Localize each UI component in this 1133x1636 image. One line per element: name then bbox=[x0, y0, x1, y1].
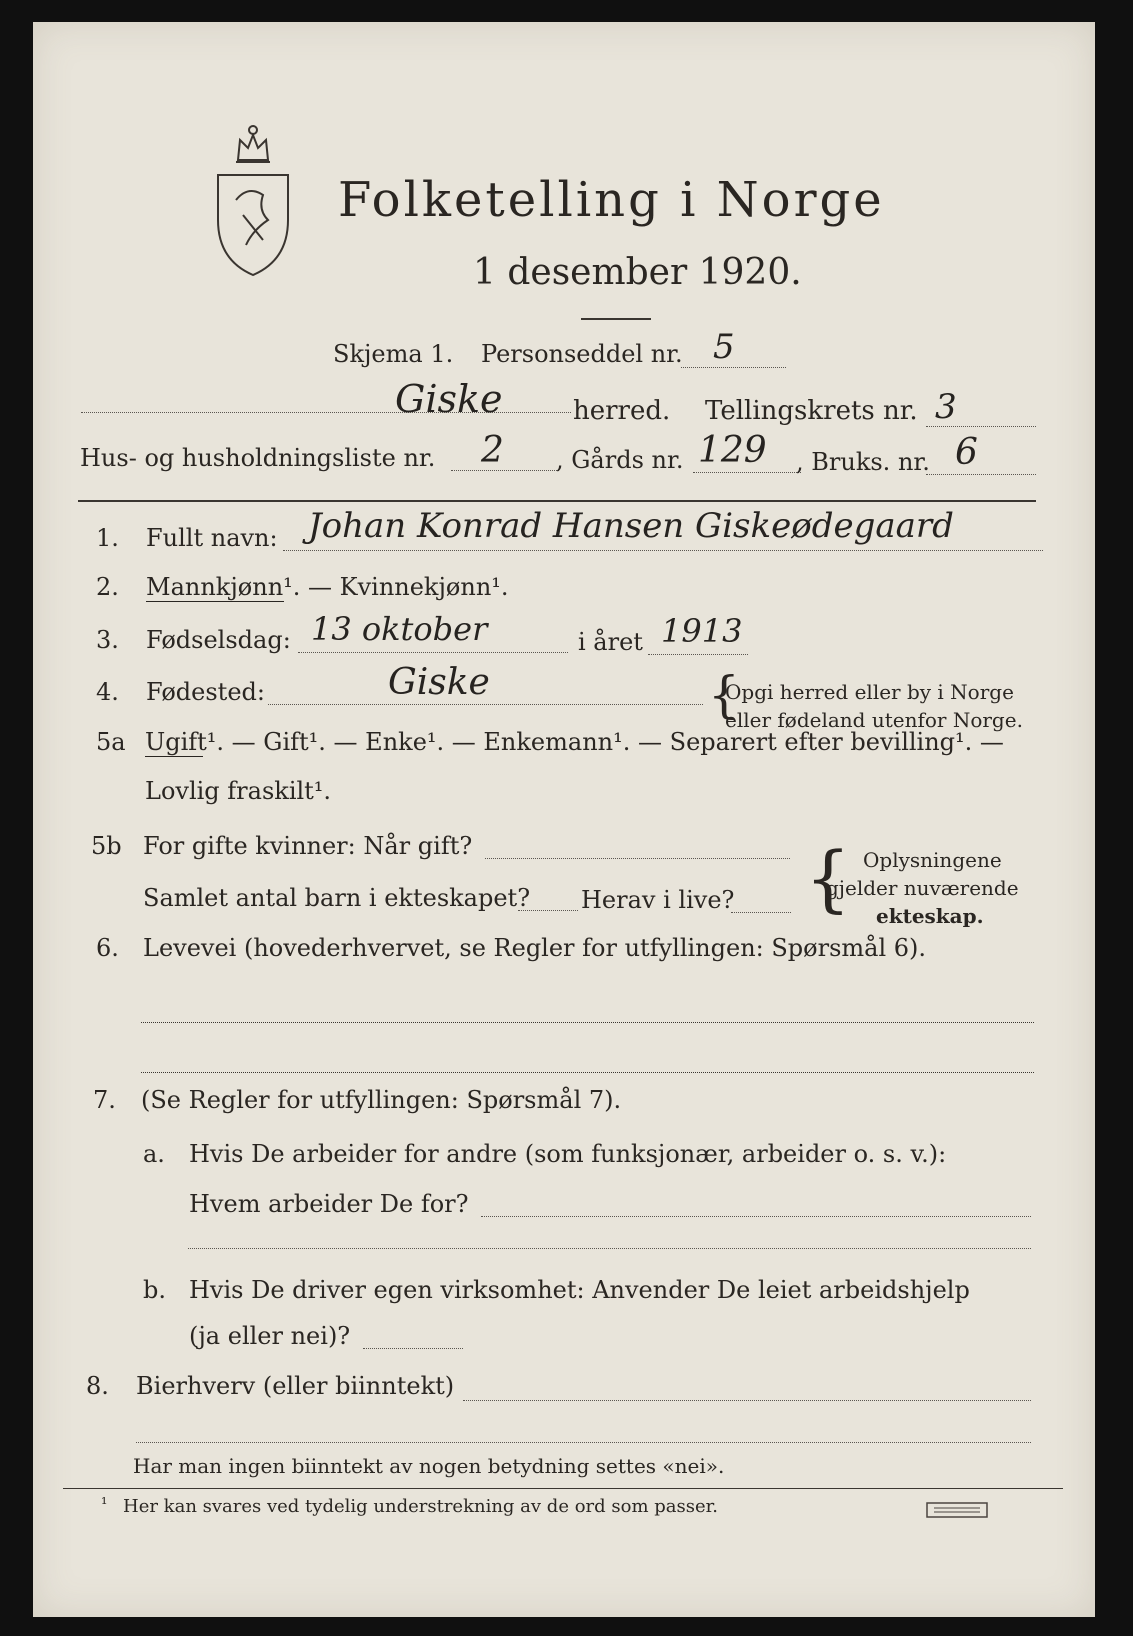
q7-number: 7. bbox=[93, 1086, 116, 1114]
gards-line bbox=[693, 472, 801, 473]
q7a-employer-line bbox=[481, 1216, 1031, 1217]
q5a-number: 5a bbox=[96, 728, 126, 756]
personseddel-label: Personseddel nr. bbox=[481, 340, 683, 368]
q5a-text: Ugift¹. — Gift¹. — Enke¹. — Enkemann¹. — Separert efter bevilling¹. — bbox=[145, 728, 1004, 756]
bruks-value: 6 bbox=[955, 432, 978, 473]
tellingskrets-label: Tellingskrets nr. bbox=[705, 396, 918, 426]
q3-value: 13 oktober bbox=[311, 610, 488, 648]
q6-text: Levevei (hovederhvervet, se Regler for utfyllingen: Spørsmål 6). bbox=[143, 934, 927, 962]
q3-year-line bbox=[648, 654, 748, 655]
footnote-marker: ¹ bbox=[101, 1494, 108, 1513]
footnote-divider bbox=[63, 1488, 1063, 1489]
q7b-letter: b. bbox=[143, 1276, 166, 1304]
header-divider bbox=[78, 500, 1036, 502]
gards-value: 129 bbox=[698, 430, 767, 471]
q3-year-label: i året bbox=[578, 628, 643, 656]
q5b-children-line bbox=[518, 910, 578, 911]
q7-text: (Se Regler for utfyllingen: Spørsmål 7). bbox=[141, 1086, 622, 1114]
q7b-yesno-label: (ja eller nei)? bbox=[189, 1322, 351, 1350]
husholdning-line bbox=[451, 470, 559, 471]
q4-brace: { bbox=[708, 666, 740, 724]
q5b-number: 5b bbox=[91, 832, 122, 860]
q8-line2 bbox=[136, 1442, 1031, 1443]
q5b-alive-label: Herav i live? bbox=[581, 886, 735, 914]
skjema-label: Skjema 1. bbox=[333, 340, 454, 368]
q5b-note-line1: Oplysningene bbox=[863, 848, 1002, 872]
census-form bbox=[33, 22, 1095, 1617]
q1-number: 1. bbox=[96, 524, 119, 552]
footnote-text: Her kan svares ved tydelig understrekning av de ord som passer. bbox=[123, 1496, 718, 1517]
q6-number: 6. bbox=[96, 934, 119, 962]
q5b-alive-line bbox=[731, 912, 791, 913]
q8-text: Bierhverv (eller biinntekt) bbox=[136, 1372, 455, 1400]
q7a-letter: a. bbox=[143, 1140, 165, 1168]
q6-line1 bbox=[141, 1022, 1034, 1023]
q4-line bbox=[268, 704, 703, 705]
q4-value: Giske bbox=[388, 662, 490, 703]
norwegian-lion-shield-icon bbox=[208, 120, 298, 280]
q7b-yesno-line bbox=[363, 1348, 463, 1349]
q3-label: Fødselsdag: bbox=[146, 626, 291, 654]
q8-number: 8. bbox=[86, 1372, 109, 1400]
q5b-note-line2: gjelder nuværende bbox=[826, 876, 1019, 900]
q4-note-line1: Opgi herred eller by i Norge bbox=[725, 680, 1014, 704]
ugift-underline bbox=[145, 756, 203, 757]
personseddel-value: 5 bbox=[713, 327, 735, 367]
q6-line2 bbox=[141, 1072, 1034, 1073]
q3-line bbox=[298, 652, 568, 653]
tellingskrets-value: 3 bbox=[935, 387, 957, 427]
title-divider bbox=[581, 318, 651, 320]
q7a-text: Hvis De arbeider for andre (som funksjonær, arbeider o. s. v.): bbox=[189, 1140, 947, 1168]
q1-value: Johan Konrad Hansen Giskeødegaard bbox=[308, 506, 954, 546]
biinntekt-note: Har man ingen biinntekt av nogen betydning settes «nei». bbox=[133, 1454, 725, 1478]
husholdning-label: Hus- og husholdningsliste nr. bbox=[80, 444, 436, 472]
q3-year-value: 1913 bbox=[661, 612, 743, 650]
q8-line1 bbox=[463, 1400, 1031, 1401]
gards-label: , Gårds nr. bbox=[556, 446, 684, 474]
bruks-label: , Bruks. nr. bbox=[796, 448, 930, 476]
q4-label: Fødested: bbox=[146, 678, 265, 706]
q1-label: Fullt navn: bbox=[146, 524, 278, 552]
q5a-text-line2: Lovlig fraskilt¹. bbox=[145, 777, 332, 805]
census-date: 1 desember 1920. bbox=[473, 252, 802, 293]
mannkjonn-underline bbox=[146, 601, 284, 602]
q3-number: 3. bbox=[96, 626, 119, 654]
herred-label: herred. bbox=[573, 396, 671, 426]
q4-number: 4. bbox=[96, 678, 119, 706]
herred-value: Giske bbox=[395, 377, 503, 421]
q7a-extra-line bbox=[188, 1248, 1031, 1249]
q5b-married-line bbox=[485, 858, 790, 859]
q5b-note-line3: ekteskap. bbox=[876, 904, 984, 928]
q2-number: 2. bbox=[96, 573, 119, 601]
q5b-brace: { bbox=[805, 836, 851, 920]
q5b-children-label: Samlet antal barn i ekteskapet? bbox=[143, 884, 531, 912]
printer-stamp-icon bbox=[926, 1502, 988, 1518]
bruks-line bbox=[926, 474, 1036, 475]
q4-note-line2: eller fødeland utenfor Norge. bbox=[725, 708, 1023, 732]
husholdning-value: 2 bbox=[481, 430, 504, 471]
q1-line bbox=[283, 550, 1043, 551]
q2-text: Mannkjønn¹. — Kvinnekjønn¹. bbox=[146, 573, 509, 601]
q5b-label: For gifte kvinner: Når gift? bbox=[143, 832, 473, 860]
personseddel-line bbox=[681, 367, 786, 368]
q7a-employer-label: Hvem arbeider De for? bbox=[189, 1190, 469, 1218]
q7b-text: Hvis De driver egen virksomhet: Anvender De leiet arbeidshjelp bbox=[189, 1276, 970, 1304]
form-title: Folketelling i Norge bbox=[338, 172, 885, 228]
